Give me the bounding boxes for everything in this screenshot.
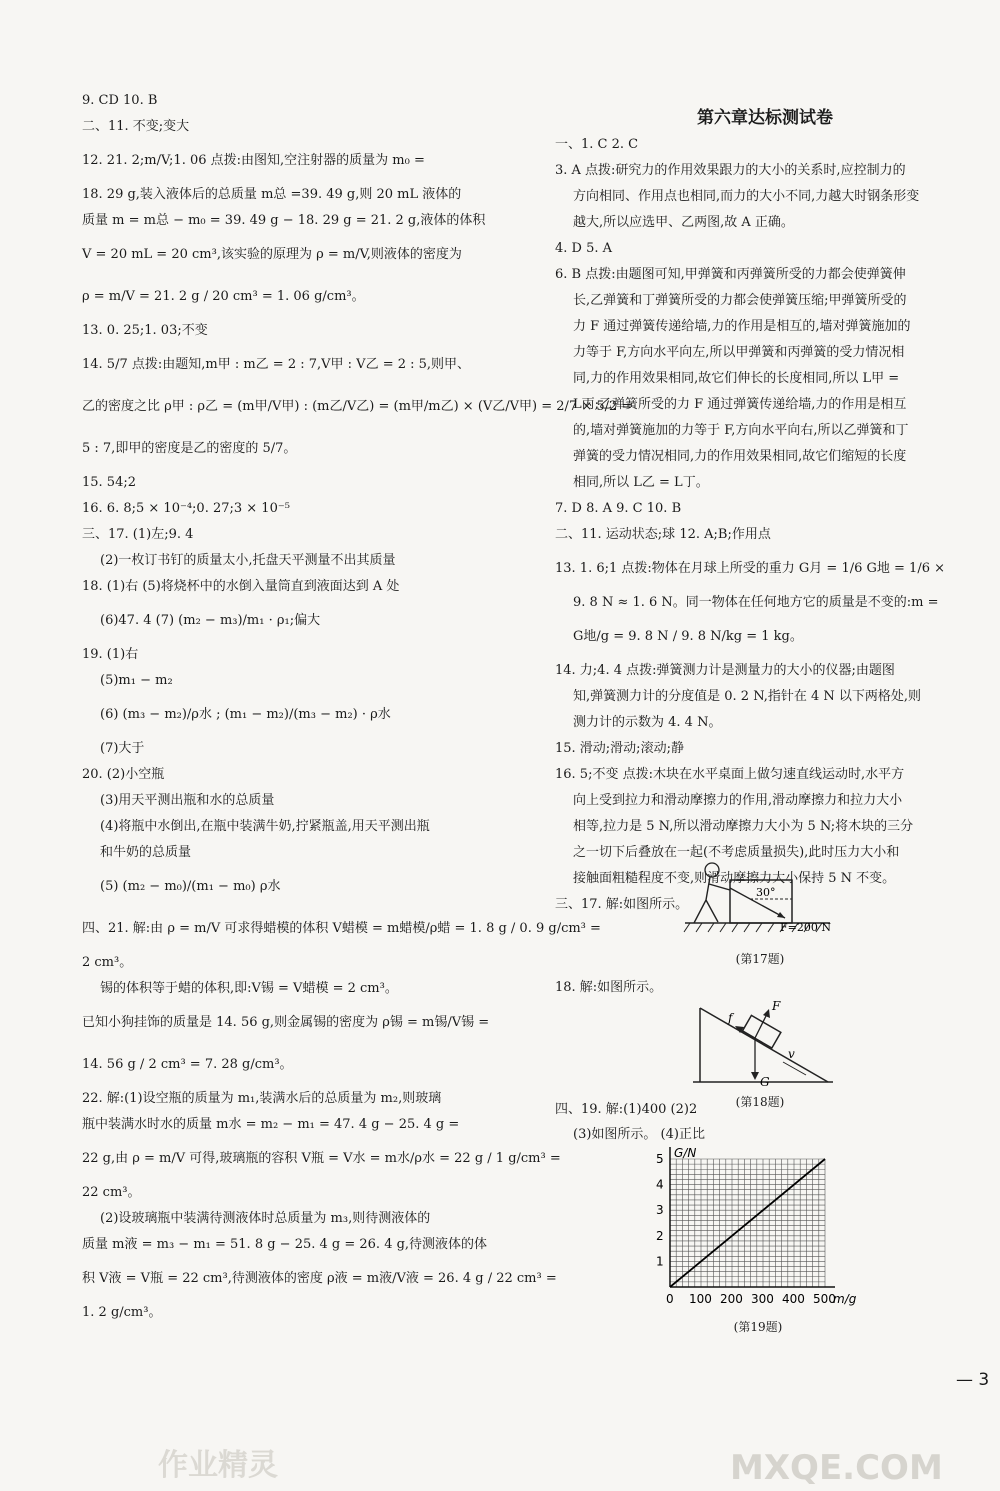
right-line: 的,墙对弹簧施加的力等于 F,方向水平向右,所以乙弹簧和丁 xyxy=(573,423,909,438)
left-line: 锡的体积等于蜡的体积,即:V锡 = V蜡模 = 2 cm³。 xyxy=(100,981,398,996)
left-line: 9. CD 10. B xyxy=(82,93,158,108)
left-line: 12. 21. 2;m/V;1. 06 点拨:由图知,空注射器的质量为 m₀ = xyxy=(82,153,425,168)
figure-19-caption: (第19题) xyxy=(733,1320,783,1334)
x-tick-label: 100 xyxy=(689,1292,712,1306)
left-line: 乙的密度之比 ρ甲 : ρ乙 = (m甲/V甲) : (m乙/V乙) = (m甲/m乙) × (V乙/V甲) = 2/7 × 5/2 = xyxy=(82,399,633,414)
right-line: 相等,拉力是 5 N,所以滑动摩擦力大小为 5 N;将木块的三分 xyxy=(573,819,914,834)
right-line: 力等于 F,方向水平向左,所以甲弹簧和丙弹簧的受力情况相 xyxy=(573,345,905,360)
right-line: 向上受到拉力和滑动摩擦力的作用,滑动摩擦力和拉力大小 xyxy=(573,793,903,808)
left-line: 和牛奶的总质量 xyxy=(100,845,192,860)
right-line: 一、1. C 2. C xyxy=(555,137,639,152)
left-line: ρ = m/V = 21. 2 g / 20 cm³ = 1. 06 g/cm³。 xyxy=(82,289,365,304)
right-line: 知,弹簧测力计的分度值是 0. 2 N,指针在 4 N 以下两格处,则 xyxy=(573,689,922,704)
page-number: — 3 xyxy=(956,1370,990,1390)
right-line: 16. 5;不变 点拨:木块在水平桌面上做匀速直线运动时,水平方 xyxy=(555,767,905,782)
left-line: (5) (m₂ − m₀)/(m₁ − m₀) ρ水 xyxy=(100,879,281,894)
watermark-bottom: 作业精灵 xyxy=(158,1448,278,1483)
right-line: 13. 1. 6;1 点拨:物体在月球上所受的重力 G月 = 1/6 G地 = 1/6 × xyxy=(555,561,945,576)
y-tick-label: 1 xyxy=(656,1254,664,1269)
right-line: 越大,所以应选甲、乙两图,故 A 正确。 xyxy=(573,215,794,230)
right-line: 接触面粗糙程度不变,则滑动摩擦力大小保持 5 N 不变。 xyxy=(573,871,896,886)
left-line: (2)设玻璃瓶中装满待测液体时总质量为 m₃,则待测液体的 xyxy=(100,1211,431,1226)
right-line: 6. B 点拨:由题图可知,甲弹簧和丙弹簧所受的力都会使弹簧伸 xyxy=(555,267,906,282)
left-line: 四、21. 解:由 ρ = m/V 可求得蜡模的体积 V蜡模 = m蜡模/ρ蜡 = 1. 8 g / 0. 9 g/cm³ = xyxy=(82,921,601,936)
left-line: 质量 m液 = m₃ − m₁ = 51. 8 g − 25. 4 g = 26. 4 g,待测液体的体 xyxy=(82,1237,488,1252)
figure-19-graph xyxy=(650,1142,880,1307)
right-line: 之一切下后叠放在一起(不考虑质量损失),此时压力大小和 xyxy=(573,845,900,860)
left-line: (5)m₁ − m₂ xyxy=(100,673,173,688)
right-line: 3. A 点拨:研究力的作用效果跟力的大小的关系时,应控制力的 xyxy=(555,163,906,178)
left-line: 13. 0. 25;1. 03;不变 xyxy=(82,323,208,338)
x-tick-label: 400 xyxy=(782,1292,805,1306)
right-line: 长,乙弹簧和丁弹簧所受的力都会使弹簧压缩;甲弹簧所受的 xyxy=(573,293,907,308)
left-line: (6) (m₃ − m₂)/ρ水 ; (m₁ − m₂)/(m₃ − m₂) · ρ水 xyxy=(100,707,391,722)
x-axis-label: m/g xyxy=(833,1292,857,1306)
right-line: L丙;乙弹簧所受的力 F 通过弹簧传递给墙,力的作用是相互 xyxy=(573,397,907,412)
page-number-value: 3 xyxy=(978,1370,990,1390)
friction-label: f xyxy=(728,1011,733,1025)
q18-text: 18. 解:如图所示。 xyxy=(555,980,663,995)
y-axis-label: G/N xyxy=(674,1146,697,1160)
left-line: 已知小狗挂饰的质量是 14. 56 g,则金属锡的密度为 ρ锡 = m锡/V锡 = xyxy=(82,1015,490,1030)
left-line: 14. 56 g / 2 cm³ = 7. 28 g/cm³。 xyxy=(82,1057,293,1072)
left-line: 2 cm³。 xyxy=(82,955,133,970)
angle-label: 30° xyxy=(756,886,776,899)
left-line: (4)将瓶中水倒出,在瓶中装满牛奶,拧紧瓶盖,用天平测出瓶 xyxy=(100,819,430,834)
normal-force-label: F xyxy=(772,1000,781,1013)
right-line: 二、11. 运动状态;球 12. A;B;作用点 xyxy=(555,527,771,542)
left-line: 22. 解:(1)设空瓶的质量为 m₁,装满水后的总质量为 m₂,则玻璃 xyxy=(82,1091,442,1106)
y-tick-label: 5 xyxy=(656,1152,664,1166)
left-line: (2)一枚订书钉的质量太小,托盘天平测量不出其质量 xyxy=(100,553,396,568)
left-line: (7)大于 xyxy=(100,741,145,756)
q19-line2: (3)如图所示。 (4)正比 xyxy=(573,1127,705,1142)
left-line: 质量 m = m总 − m₀ = 39. 49 g − 18. 29 g = 21. 2 g,液体的体积 xyxy=(82,213,486,228)
left-line: 14. 5/7 点拨:由题知,m甲 : m乙 = 2 : 7,V甲 : V乙 = 2 : 5,则甲、 xyxy=(82,357,471,372)
left-line: (6)47. 4 (7) (m₂ − m₃)/m₁ · ρ₁;偏大 xyxy=(100,613,321,628)
right-line: 弹簧的受力情况相同,力的作用效果相同,故它们缩短的长度 xyxy=(573,449,907,464)
right-line: 方向相同、作用点也相同,而力的大小不同,力越大时钢条形变 xyxy=(573,189,920,204)
left-line: 1. 2 g/cm³。 xyxy=(82,1305,162,1320)
left-line: 5 : 7,即甲的密度是乙的密度的 5/7。 xyxy=(82,441,297,456)
left-line: V = 20 mL = 20 cm³,该实验的原理为 ρ = m/V,则液体的密度为 xyxy=(82,247,462,262)
figure-17 xyxy=(680,858,840,938)
left-line: 19. (1)右 xyxy=(82,647,139,662)
left-line: 16. 6. 8;5 × 10⁻⁴;0. 27;3 × 10⁻⁵ xyxy=(82,501,290,516)
gravity-label: G xyxy=(760,1075,770,1089)
figure-17-caption: (第17题) xyxy=(735,952,785,966)
x-tick-label: 300 xyxy=(751,1292,774,1306)
left-line: 三、17. (1)左;9. 4 xyxy=(82,527,194,542)
right-line: 力 F 通过弹簧传递给墙,力的作用是相互的,墙对弹簧施加的 xyxy=(573,319,911,334)
right-line: 15. 滑动;滑动;滚动;静 xyxy=(555,741,684,756)
right-line: 14. 力;4. 4 点拨:弹簧测力计是测量力的大小的仪器;由题图 xyxy=(555,663,895,678)
velocity-label: v xyxy=(788,1047,795,1061)
right-column xyxy=(555,132,970,918)
right-line: 4. D 5. A xyxy=(555,241,613,256)
right-line: 相同,所以 L乙 = L丁。 xyxy=(573,475,709,490)
force-label: F=200 N xyxy=(780,921,831,934)
left-line: 22 cm³。 xyxy=(82,1185,141,1200)
y-tick-label: 2 xyxy=(656,1228,664,1243)
figure-18-caption: (第18题) xyxy=(735,1095,785,1109)
chapter-title: 第六章达标测试卷 xyxy=(697,108,833,128)
watermark-site: MXQE.COM xyxy=(730,1448,943,1488)
right-line: 9. 8 N ≈ 1. 6 N。同一物体在任何地方它的质量是不变的:m = xyxy=(573,595,939,610)
q19-line1: 四、19. 解:(1)400 (2)2 xyxy=(555,1102,698,1117)
left-line: 22 g,由 ρ = m/V 可得,玻璃瓶的容积 V瓶 = V水 = m水/ρ水 = 22 g / 1 g/cm³ = xyxy=(82,1151,561,1166)
y-tick-label: 3 xyxy=(656,1203,664,1218)
x-tick-label: 0 xyxy=(666,1292,674,1306)
right-line: 同,力的作用效果相同,故它们伸长的长度相同,所以 L甲 = xyxy=(573,371,900,386)
left-line: 18. 29 g,装入液体后的总质量 m总 =39. 49 g,则 20 mL 液体的 xyxy=(82,187,462,202)
x-tick-label: 500 xyxy=(813,1292,836,1306)
left-line: 二、11. 不变;变大 xyxy=(82,119,190,134)
right-line: 7. D 8. A 9. C 10. B xyxy=(555,501,682,516)
figure-18 xyxy=(688,1000,838,1090)
right-line: 三、17. 解:如图所示。 xyxy=(555,897,689,912)
left-line: (3)用天平测出瓶和水的总质量 xyxy=(100,793,275,808)
data-line xyxy=(670,1159,825,1287)
right-line: G地/g = 9. 8 N / 9. 8 N/kg = 1 kg。 xyxy=(573,629,803,644)
right-line: 测力计的示数为 4. 4 N。 xyxy=(573,715,722,730)
left-line: 20. (2)小空瓶 xyxy=(82,767,165,782)
y-tick-label: 4 xyxy=(656,1177,664,1192)
left-line: 瓶中装满水时水的质量 m水 = m₂ − m₁ = 47. 4 g − 25. 4 g = xyxy=(82,1117,460,1132)
left-line: 积 V液 = V瓶 = 22 cm³,待测液体的密度 ρ液 = m液/V液 = 26. 4 g / 22 cm³ = xyxy=(82,1271,557,1286)
x-tick-label: 200 xyxy=(720,1292,743,1306)
left-line: 15. 54;2 xyxy=(82,475,136,490)
left-line: 18. (1)右 (5)将烧杯中的水倒入量筒直到液面达到 A 处 xyxy=(82,579,400,594)
